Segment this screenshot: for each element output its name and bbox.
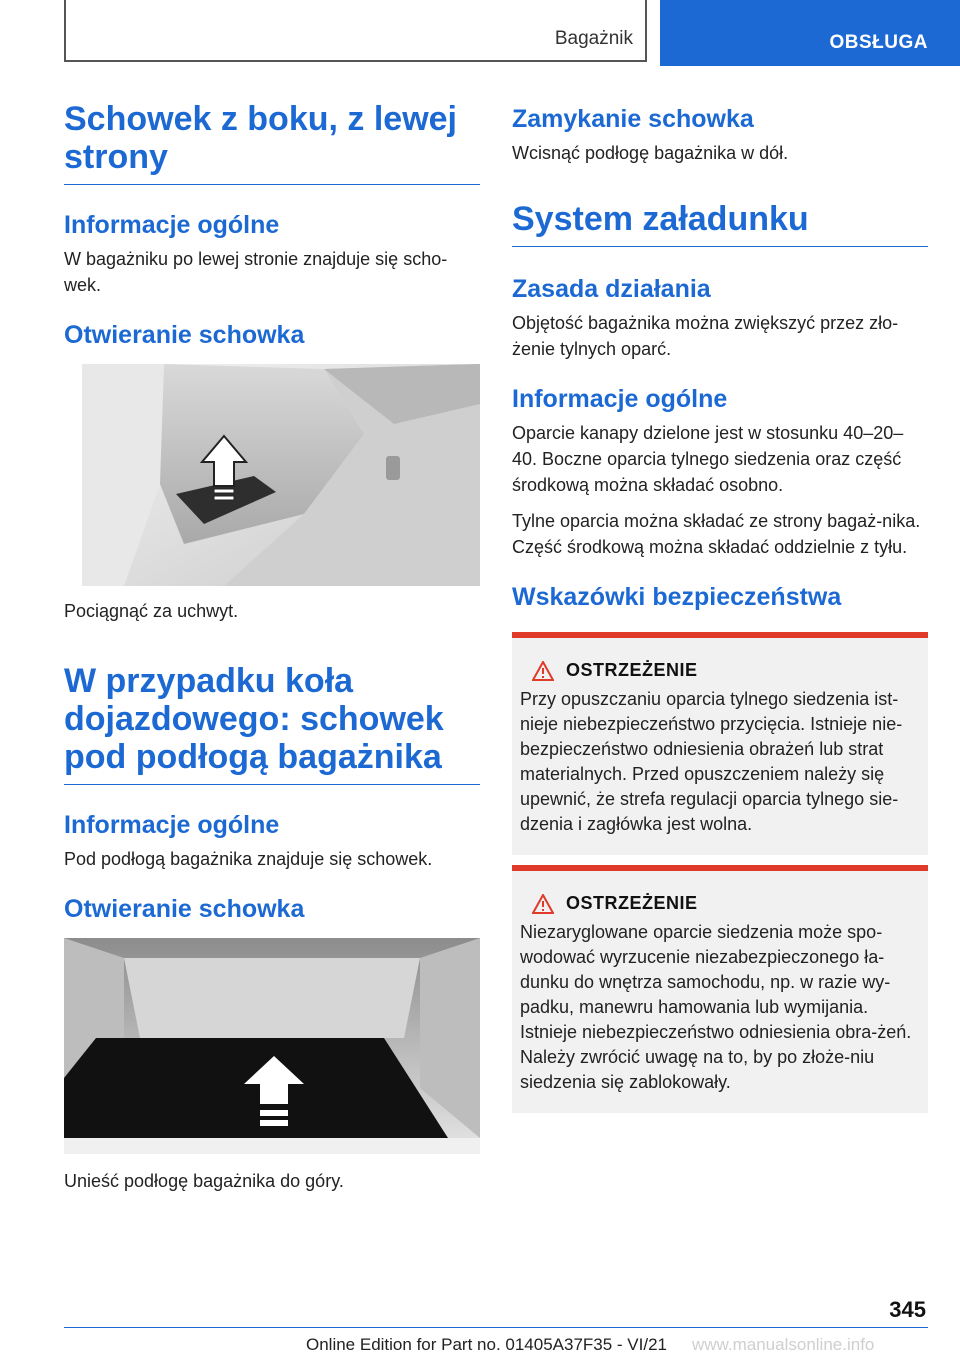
- section-tab[interactable]: [660, 0, 960, 66]
- warning-title-2: OSTRZEŻENIE: [566, 893, 698, 913]
- watermark: www.manualsonline.info: [692, 1335, 875, 1354]
- illustration-floor-compartment: [64, 938, 480, 1154]
- warning-box-1: [512, 632, 928, 855]
- warning-text-1: Przy opuszczaniu oparcia tylnego siedzenia ist-nieje niebezpieczeństwo przycięcia. Istnieje nie-bezpieczeństwo odniesienia obrażeń lub strat materialnych. Przed opuszczeniem należy się upewnić, że strefa regulacji oparcia tylnego sie-dzenia i zagłówka jest wolna.: [520, 689, 903, 834]
- side-compartment-image: [64, 364, 480, 586]
- subheading-general-info-3: Informacje ogólne: [512, 385, 728, 413]
- warning-title-1: OSTRZEŻENIE: [566, 660, 698, 680]
- footer-divider: [64, 1327, 928, 1328]
- caption-lift-floor: Unieść podłogę bagażnika do góry.: [64, 1171, 344, 1191]
- warning-triangle-icon: [532, 661, 554, 681]
- section-tab-label: OBSŁUGA: [829, 32, 928, 53]
- illustration-side-compartment: [64, 364, 480, 586]
- warning-box-2: [512, 865, 928, 1113]
- section-title-loading-system: System załadunku: [512, 200, 928, 247]
- section-title-spare-wheel: W przypadku koła dojazdowego: schowek pod podłogą bagażnika: [64, 662, 480, 785]
- text-general-info-2: Pod podłogą bagażnika znajduje się schowek.: [64, 849, 433, 869]
- page-header: [0, 0, 960, 66]
- subheading-general-info-1: Informacje ogólne: [64, 211, 280, 239]
- caption-pull-handle: Pociągnąć za uchwyt.: [64, 601, 239, 621]
- left-column: [64, 100, 480, 1194]
- page-number: 345: [889, 1297, 926, 1322]
- breadcrumb: [64, 0, 647, 62]
- subheading-safety: Wskazówki bezpieczeństwa: [512, 583, 842, 611]
- text-closing: Wcisnąć podłogę bagażnika w dół.: [512, 143, 789, 163]
- right-column: [512, 100, 928, 1113]
- subheading-opening-1: Otwieranie schowka: [64, 321, 305, 349]
- subheading-general-info-2: Informacje ogólne: [64, 811, 280, 839]
- warning-text-2: Niezaryglowane oparcie siedzenia może spo-wodować wyrzucenie niezabezpieczonego ła-dunku do wnętrza samochodu, np. w razie wy-padku, manewru hamowania lub wymijania. Istnieje niebezpieczeństwo odniesienia obra-żeń. Należy zwrócić uwagę na to, by po złoże-niu siedzenia się zablokowały.: [520, 922, 912, 1092]
- subheading-closing: Zamykanie schowka: [512, 105, 754, 133]
- subheading-opening-2: Otwieranie schowka: [64, 895, 305, 923]
- text-general-info-3b: Tylne oparcia można składać ze strony bagaż-nika. Część środkową można składać oddzielnie z tyłu.: [512, 511, 921, 557]
- text-general-info-1: W bagażniku po lewej stronie znajduje się scho-wek.: [64, 249, 448, 295]
- edition-note: Online Edition for Part no. 01405A37F35 - VI/21: [306, 1335, 668, 1354]
- section-title-side-compartment: Schowek z boku, z lewej strony: [64, 100, 480, 185]
- text-general-info-3a: Oparcie kanapy dzielone jest w stosunku 40–20–40. Boczne oparcia tylnego siedzenia oraz część środkową można składać osobno.: [512, 423, 904, 495]
- subheading-principle: Zasada działania: [512, 275, 711, 303]
- warning-header-1: [520, 660, 920, 681]
- warning-triangle-icon: [532, 894, 554, 914]
- text-principle: Objętość bagażnika można zwiększyć przez zło-żenie tylnych oparć.: [512, 313, 899, 359]
- floor-compartment-image: [64, 938, 480, 1154]
- warning-header-2: [520, 893, 920, 914]
- breadcrumb-label: Bagażnik: [554, 28, 633, 49]
